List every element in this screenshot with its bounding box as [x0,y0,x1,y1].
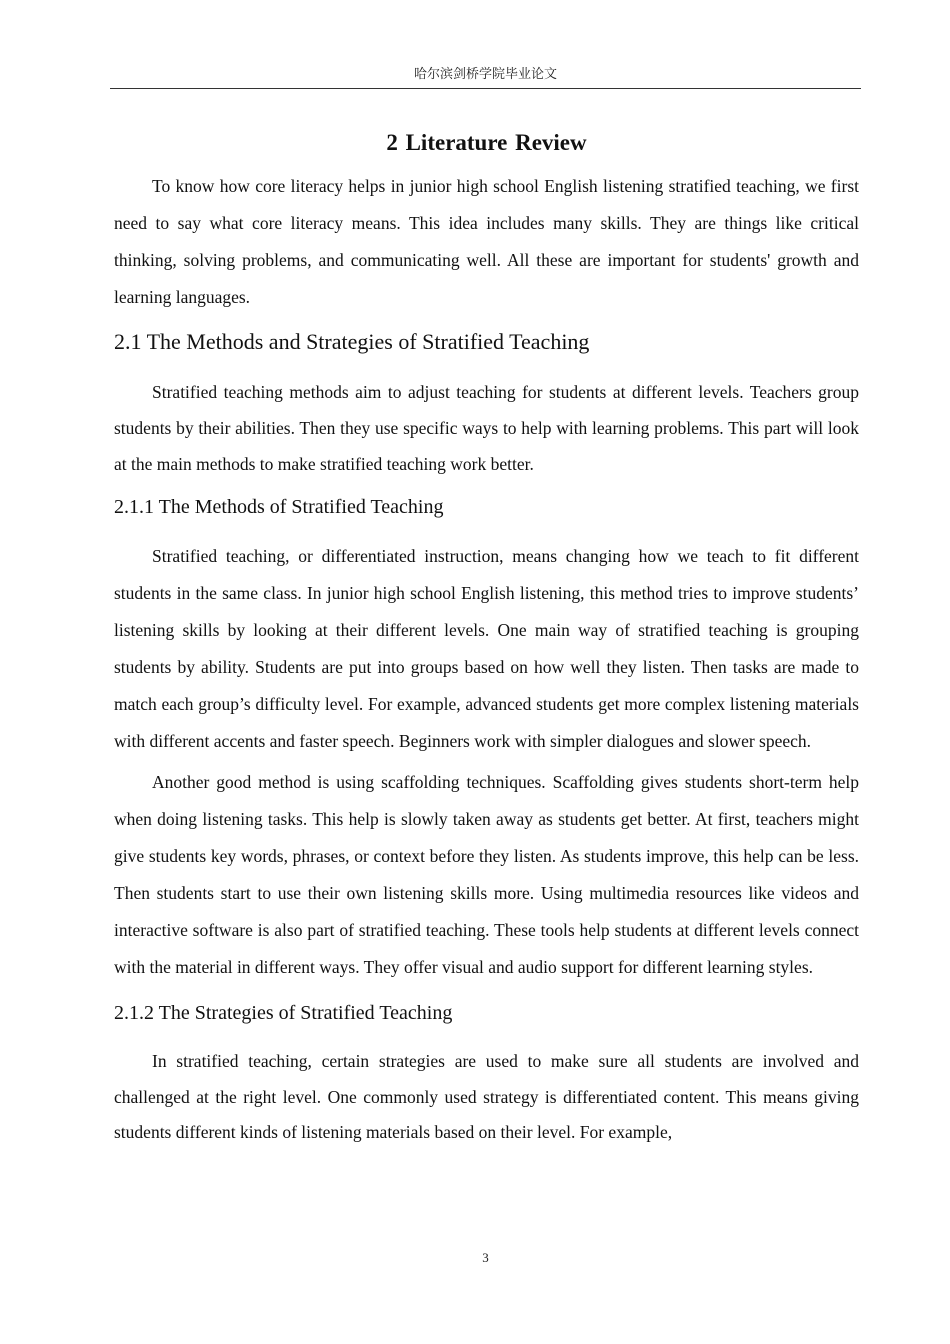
page-number: 3 [482,1250,489,1265]
section-2-1-1-paragraph-2: Another good method is using scaffolding techniques. Scaffolding gives students short-term help when doing listening tasks. This help is slowly taken away as students get better. At first, teachers might give students key words, phrases, or context before they listen. As students improve, this help can be less. Then students start to use their own listening skills more. Using multimedia resources like videos and interactive software is also part of stratified teaching. These tools help students at different levels connect with the material in different ways. They offer visual and audio support for different learning styles. [114,772,859,977]
header-rule [110,88,861,89]
page-header: 哈尔滨剑桥学院毕业论文 [413,67,557,82]
intro-paragraph: To know how core literacy helps in junior high school English listening stratified teaching, we first need to say what core literacy means. This idea includes many skills. They are things like critical thinking, solving problems, and communicating well. All these are important for students' growth and learning languages. [114,176,859,307]
section-2-1-paragraph: Stratified teaching methods aim to adjust teaching for students at different levels. Teachers group students by their abilities. Then they use specific ways to help with learning problems. This part will look at the main methods to make stratified teaching work better. [114,382,859,474]
section-heading-2-1-2: 2.1.2 The Strategies of Stratified Teaching [114,1002,453,1024]
section-heading-2-1: 2.1 The Methods and Strategies of Stratified Teaching [114,329,590,354]
chapter-title: 2 Literature Review [386,130,587,155]
section-2-1-1-paragraph-1: Stratified teaching, or differentiated instruction, means changing how we teach to fit different students in the same class. In junior high school English listening, this method tries to improve students’ listening skills by looking at their different levels. One main way of stratified teaching is grouping students by ability. Students are put into groups based on how well they listen. Then tasks are made to match each group’s difficulty level. For example, advanced students get more complex listening materials with different accents and faster speech. Beginners work with simpler dialogues and slower speech. [114,546,859,751]
section-heading-2-1-1: 2.1.1 The Methods of Stratified Teaching [114,496,444,518]
section-2-1-2-paragraph: In stratified teaching, certain strategies are used to make sure all students are involved and challenged at the right level. One commonly used strategy is differentiated content. This means giving students different kinds of listening materials based on their level. For example, [114,1051,859,1142]
document-body [114,126,859,1151]
